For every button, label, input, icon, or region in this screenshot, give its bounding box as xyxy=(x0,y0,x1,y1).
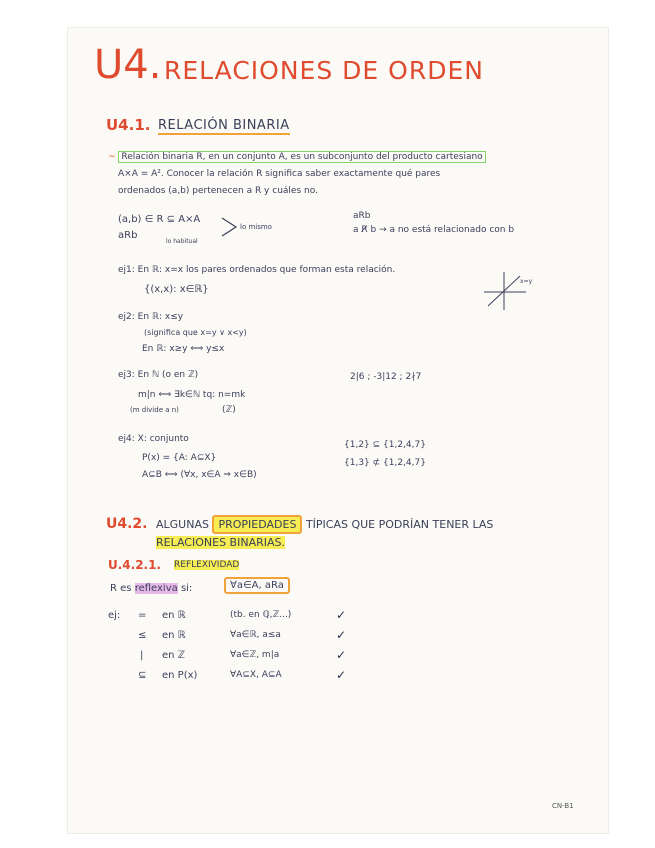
ej4-line2: P(x) = {A: A⊆X} xyxy=(142,453,217,463)
definition-line2: A×A = A². Conocer la relación R significa saber exactamente qué pares xyxy=(118,169,441,179)
example-set: en ℤ xyxy=(162,650,186,661)
habitual-label: lo habitual xyxy=(166,238,198,245)
ej3-line3: (m divide a n) xyxy=(130,406,179,414)
notation-right-arb: aRb xyxy=(353,211,371,221)
example-detail: ∀a∈ℝ, a≤a xyxy=(230,630,281,640)
check-icon: ✓ xyxy=(336,648,347,662)
ej1-line2: {(x,x): x∈ℝ} xyxy=(144,284,209,295)
same-label: lo mismo xyxy=(240,223,272,231)
ej2-line2: (significa que x=y ∨ x<y) xyxy=(144,328,247,337)
ej3-examples: 2|6 ; -3|12 ; 2∤7 xyxy=(350,372,422,382)
example-set: en ℝ xyxy=(162,630,186,641)
section1-title: RELACIÓN BINARIA xyxy=(158,118,290,133)
ej3-line4: (ℤ) xyxy=(222,405,236,415)
check-icon: ✓ xyxy=(336,628,347,642)
example-detail: ∀A⊆X, A⊆A xyxy=(230,670,282,680)
example-detail: ∀a∈ℤ, m|a xyxy=(230,650,280,660)
notation-pair: (a,b) ∈ R ⊆ A×A xyxy=(118,214,201,225)
ej4-example1: {1,2} ⊆ {1,2,4,7} xyxy=(344,440,426,450)
example-relation: ⊆ xyxy=(138,670,147,681)
ej4-example2: {1,3} ⊄ {1,2,4,7} xyxy=(344,458,426,468)
graph-label: x=y xyxy=(520,278,533,285)
notebook-page xyxy=(68,28,608,833)
page-title-number: U4. xyxy=(94,42,162,88)
ej4-line1: ej4: X: conjunto xyxy=(118,434,189,444)
example-set: en ℝ xyxy=(162,610,186,621)
ej2-line1: ej2: En ℝ: x≤y xyxy=(118,312,184,322)
section1-number: U4.1. xyxy=(106,116,151,134)
subsection-title: REFLEXIVIDAD xyxy=(174,560,240,570)
ej1-line1: ej1: En ℝ: x=x los pares ordenados que forman esta relación. xyxy=(118,265,396,275)
definition-line1: ~ Relación binaria R, en un conjunto A, es un subconjunto del producto cartesiano xyxy=(108,152,486,162)
subsection-number: U.4.2.1. xyxy=(108,558,162,572)
notation-arb: aRb xyxy=(118,230,138,241)
reflexive-definition: R es reflexiva si: xyxy=(110,583,193,594)
same-bracket xyxy=(220,214,240,240)
ej2-line3: En ℝ: x≥y ⟺ y≤x xyxy=(142,344,225,354)
page-code: CN-B1 xyxy=(552,802,574,810)
example-detail: (tb. en ℚ,ℤ...) xyxy=(230,610,292,620)
notation-right-negation: a R̸ b → a no está relacionado con b xyxy=(353,225,515,235)
definition-line3: ordenados (a,b) pertenecen a R y cuáles no. xyxy=(118,186,318,196)
diagonal-graph xyxy=(480,268,533,312)
examples-label: ej: xyxy=(108,610,121,621)
check-icon: ✓ xyxy=(336,608,347,622)
example-set: en P(x) xyxy=(162,670,198,681)
ej4-line3: A⊆B ⟺ (∀x, x∈A ⇒ x∈B) xyxy=(142,470,257,480)
section2-title-line2: RELACIONES BINARIAS. xyxy=(156,536,285,549)
section2-number: U4.2. xyxy=(106,516,148,532)
section2-title-line1: ALGUNAS PROPIEDADES TÍPICAS QUE PODRÍAN TENER LAS xyxy=(156,518,493,531)
check-icon: ✓ xyxy=(336,668,347,682)
reflexive-formula: ∀a∈A, aRa xyxy=(224,577,290,594)
ej3-line1: ej3: En ℕ (o en ℤ) xyxy=(118,370,199,380)
example-relation: | xyxy=(140,650,144,661)
page-title: RELACIONES DE ORDEN xyxy=(164,56,484,85)
example-relation: = xyxy=(138,610,147,621)
ej3-line2: m|n ⟺ ∃k∈ℕ tq: n=mk xyxy=(138,390,246,400)
example-relation: ≤ xyxy=(138,630,147,641)
